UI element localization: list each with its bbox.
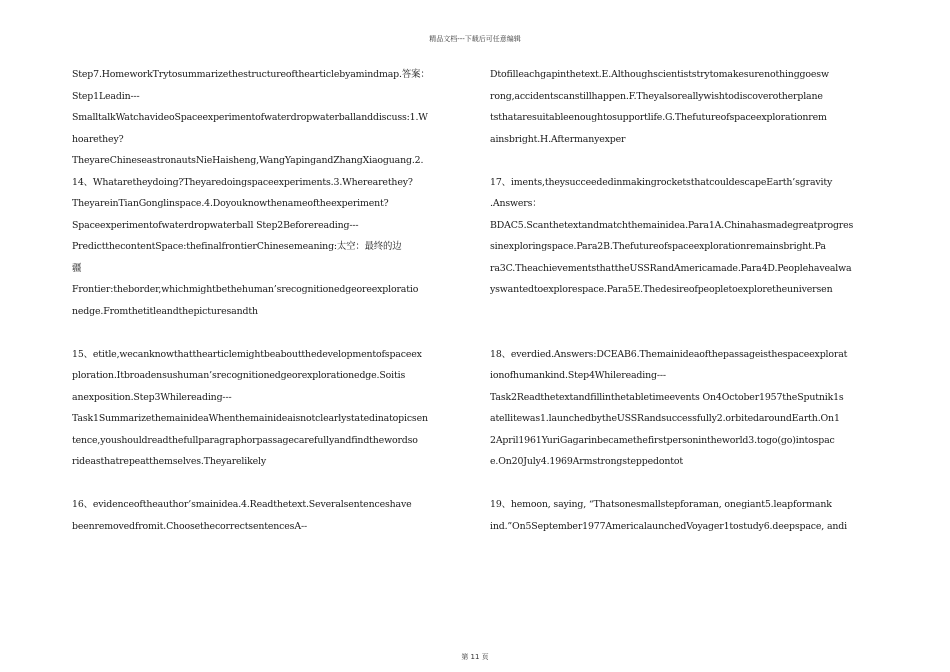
paragraph-gap xyxy=(72,473,462,495)
text-line: rong,accidentscanstillhappen.F.Theyalsoreallywishtodiscoverotherplane xyxy=(490,90,823,102)
paragraph-gap xyxy=(490,322,880,344)
text-line: 17、iments,theysucceededinmakingrocketsthatcouldescapeEarth’sgravity xyxy=(490,176,833,188)
text-line: ind.”On5September1977AmericalaunchedVoyager1tostudy6.deepspace, andi xyxy=(490,520,847,532)
text-line: 15、etitle,wecanknowthatthearticlemightbeaboutthedevelopmentofspaceex xyxy=(72,348,422,360)
text-line: Frontier:theborder,whichmightbethehuman’srecognitionedgeoreexploratio xyxy=(72,284,419,295)
text-line: 16、evidenceoftheauthor’smainidea.4.Readthetext.Severalsentenceshave xyxy=(72,499,412,510)
text-line: TheyareinTianGonglinspace.4.Doyouknowthenameoftheexperiment? xyxy=(72,198,389,209)
text-line: sinexploringspace.Para2B.Thefutureofspaceexplorationremainsbright.Pa xyxy=(490,241,826,252)
text-line: rideasthatrepeatthemselves.Theyarelikely xyxy=(72,456,267,467)
text-line: beenremovedfromit.ChoosethecorrectsentencesA-- xyxy=(72,520,307,532)
text-line: tence,youshouldreadthefullparagraphorpassagecarefullyandfindthewordso xyxy=(72,434,418,446)
text-line: ploration.Itbroadensushuman’srecognitionedgeorexplorationedge.Soitis xyxy=(72,370,406,381)
paragraph-gap xyxy=(490,301,880,323)
page-header: 精品文档---下载后可任意编辑 xyxy=(429,35,521,43)
text-line: yswantedtoexplorespace.Para5E.Thedesireofpeopletoexploretheuniversen xyxy=(490,284,833,295)
text-line: atellitewas1.launchedbytheUSSRandsuccessfully2.orbitedaroundEarth.On1 xyxy=(490,413,840,424)
text-line: hoarethey? xyxy=(72,133,124,145)
text-line: ainsbright.H.Aftermanyexper xyxy=(490,133,626,145)
paragraph-gap xyxy=(490,150,880,172)
text-line: tsthataresuitableenoughtosupportlife.G.Thefutureofspaceexplorationrem xyxy=(490,112,827,123)
text-line: PredictthecontentSpace:thefinalfrontierChinesemeaning:太空：最终的边 xyxy=(72,241,402,252)
text-line: Step7.HomeworkTrytosummarizethestructureofthearticlebyamindmap.答案： xyxy=(72,69,430,80)
text-line: Task1SummarizethemainideaWhenthemainideaisnotclearlystatedinatopicsen xyxy=(72,413,428,424)
paragraph-gap xyxy=(490,473,880,495)
text-line: ra3C.TheachievementsthattheUSSRandAmericamade.Para4D.Peoplehavealwa xyxy=(490,262,852,274)
text-line: SmalltalkWatchavideoSpaceexperimentofwaterdropwaterballanddiscuss:1.W xyxy=(72,112,428,123)
page-number: 第 11 页 xyxy=(461,653,489,661)
left-text-column xyxy=(72,64,462,537)
text-line: e.On20July4.1969Armstrongsteppedontot xyxy=(490,456,683,467)
text-line: nedge.Fromthetitleandthepicturesandth xyxy=(72,305,258,317)
text-line: 2April1961YuriGagarinbecamethefirstpersonintheworld3.togo(go)intospac xyxy=(490,434,835,446)
text-line: anexposition.Step3Whilereading--- xyxy=(72,391,232,403)
text-line: Spaceexperimentofwaterdropwaterball Step2Beforereading--- xyxy=(72,219,359,231)
text-line: Step1Leadin--- xyxy=(72,90,140,102)
text-line: 14、Whataretheydoing?Theyaredoingspaceexperiments.3.Wherearethey? xyxy=(72,176,413,188)
text-line: Task2Readthetextandfillinthetabletimeevents On4October1957theSputnik1s xyxy=(490,391,844,403)
text-line: 19、hemoon, saying, “Thatsonesmallstepforaman, onegiant5.leapformank xyxy=(490,499,832,510)
text-line: 18、everdied.Answers:DCEAB6.Themainideaofthepassageisthespaceexplorat xyxy=(490,348,848,360)
text-line: BDAC5.Scanthetextandmatchthemainidea.Para1A.Chinahasmadegreatprogres xyxy=(490,219,854,231)
text-line: ionofhumankind.Step4Whilereading--- xyxy=(490,370,666,381)
text-line: .Answers： xyxy=(490,198,542,209)
paragraph-gap xyxy=(72,322,462,344)
text-line: Dtofilleachgapinthetext.E.Althoughscientiststrytomakesurenothinggoesw xyxy=(490,69,829,80)
right-text-column xyxy=(490,64,880,537)
text-line: 疆 xyxy=(72,262,82,274)
text-line: TheyareChineseastronautsNieHaisheng,WangYapingandZhangXiaoguang.2. xyxy=(72,155,424,166)
